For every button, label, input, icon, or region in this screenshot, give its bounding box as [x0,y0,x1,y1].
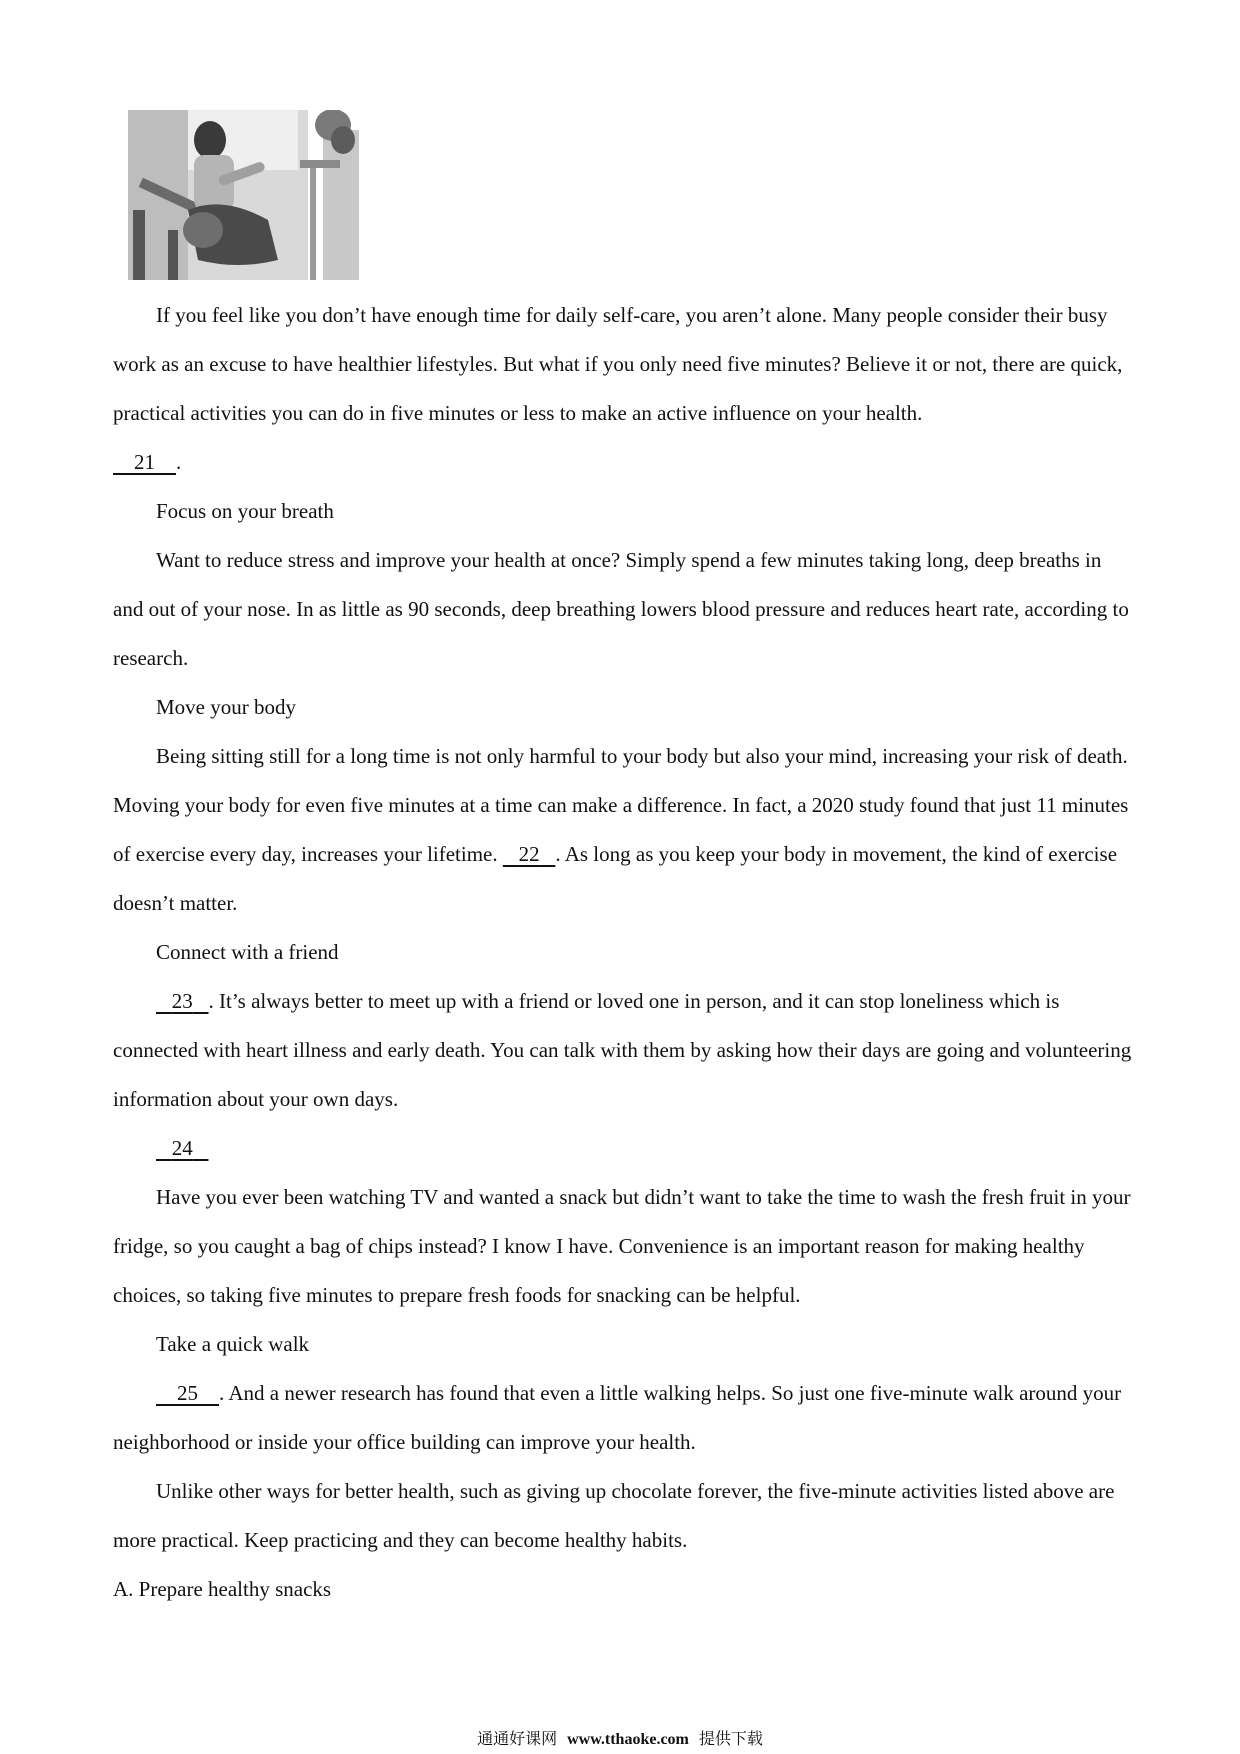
blank-21-punct: . [176,450,182,474]
footer-site-name: 通通好课网 [477,1729,558,1748]
article-body [113,291,1133,1614]
blank-24-line [113,1124,1133,1173]
blank-24[interactable]: 24 [171,1136,193,1160]
heading-move: Move your body [156,695,296,719]
walk-text-after: . And a newer research has found that even a little walking helps. So just one five-minute walk around your neighborhood or inside your office building can improve your health. [113,1381,1122,1454]
blank-21-line [113,438,1133,487]
move-text-after: . As long as you keep your body in movement, the kind of exercise doesn’t matter. [113,842,1118,915]
blank-21[interactable]: 21 [134,450,155,474]
footer-download-text: 提供下载 [698,1729,763,1748]
friend-text-after: . It’s always better to meet up with a friend or loved one in person, and it can stop loneliness which is connected with heart illness and early death. You can talk with them by asking how their days are going and volunteering information about your own days. [113,989,1132,1111]
intro-text: If you feel like you don’t have enough time for daily self-care, you aren’t alone. Many people consider their busy work as an excuse to have healthier lifestyles. But what if you only need five minutes? Believe it or not, there are quick, practical activities you can do in five minutes or less to make an active influence on your health. [113,303,1123,425]
intro-paragraph [113,291,1133,438]
blank-23[interactable]: 23 [171,989,193,1013]
paragraph-snack: Have you ever been watching TV and wanted a snack but didn’t want to take the time to wash the fresh fruit in your fridge, so you caught a bag of chips instead? I know I have. Convenience is an important reason for making healthy choices, so taking five minutes to prepare fresh foods for snacking can be helpful. [113,1185,1131,1307]
paragraph-move [113,732,1133,928]
photo-woman-sitting-icon [128,110,362,280]
page-footer [0,1728,1240,1751]
move-text-before: Being sitting still for a long time is not only harmful to your body but also your mind, increasing your risk of death. Moving your body for even five minutes at a time can make a difference. In fact, a 2020 study found that just 11 minutes of exercise every day, increases your lifetime. [113,744,1129,866]
footer-url[interactable]: www.tthaoke.com [567,1731,689,1748]
paragraph-walk [113,1369,1133,1467]
option-a: A. Prepare healthy snacks [113,1577,332,1601]
paragraph-breath: Want to reduce stress and improve your health at once? Simply spend a few minutes taking long, deep breaths in and out of your nose. In as little as 90 seconds, deep breathing lowers blood pressure and reduces heart rate, according to research. [113,548,1129,670]
blank-22[interactable]: 22 [518,842,540,866]
paragraph-conclusion: Unlike other ways for better health, such as giving up chocolate forever, the five-minute activities listed above are more practical. Keep practicing and they can become healthy habits. [113,1479,1115,1552]
blank-25[interactable]: 25 [177,1381,198,1405]
paragraph-friend [113,977,1133,1124]
heading-walk: Take a quick walk [156,1332,310,1356]
heading-breath: Focus on your breath [156,499,334,523]
heading-friend: Connect with a friend [156,940,339,964]
